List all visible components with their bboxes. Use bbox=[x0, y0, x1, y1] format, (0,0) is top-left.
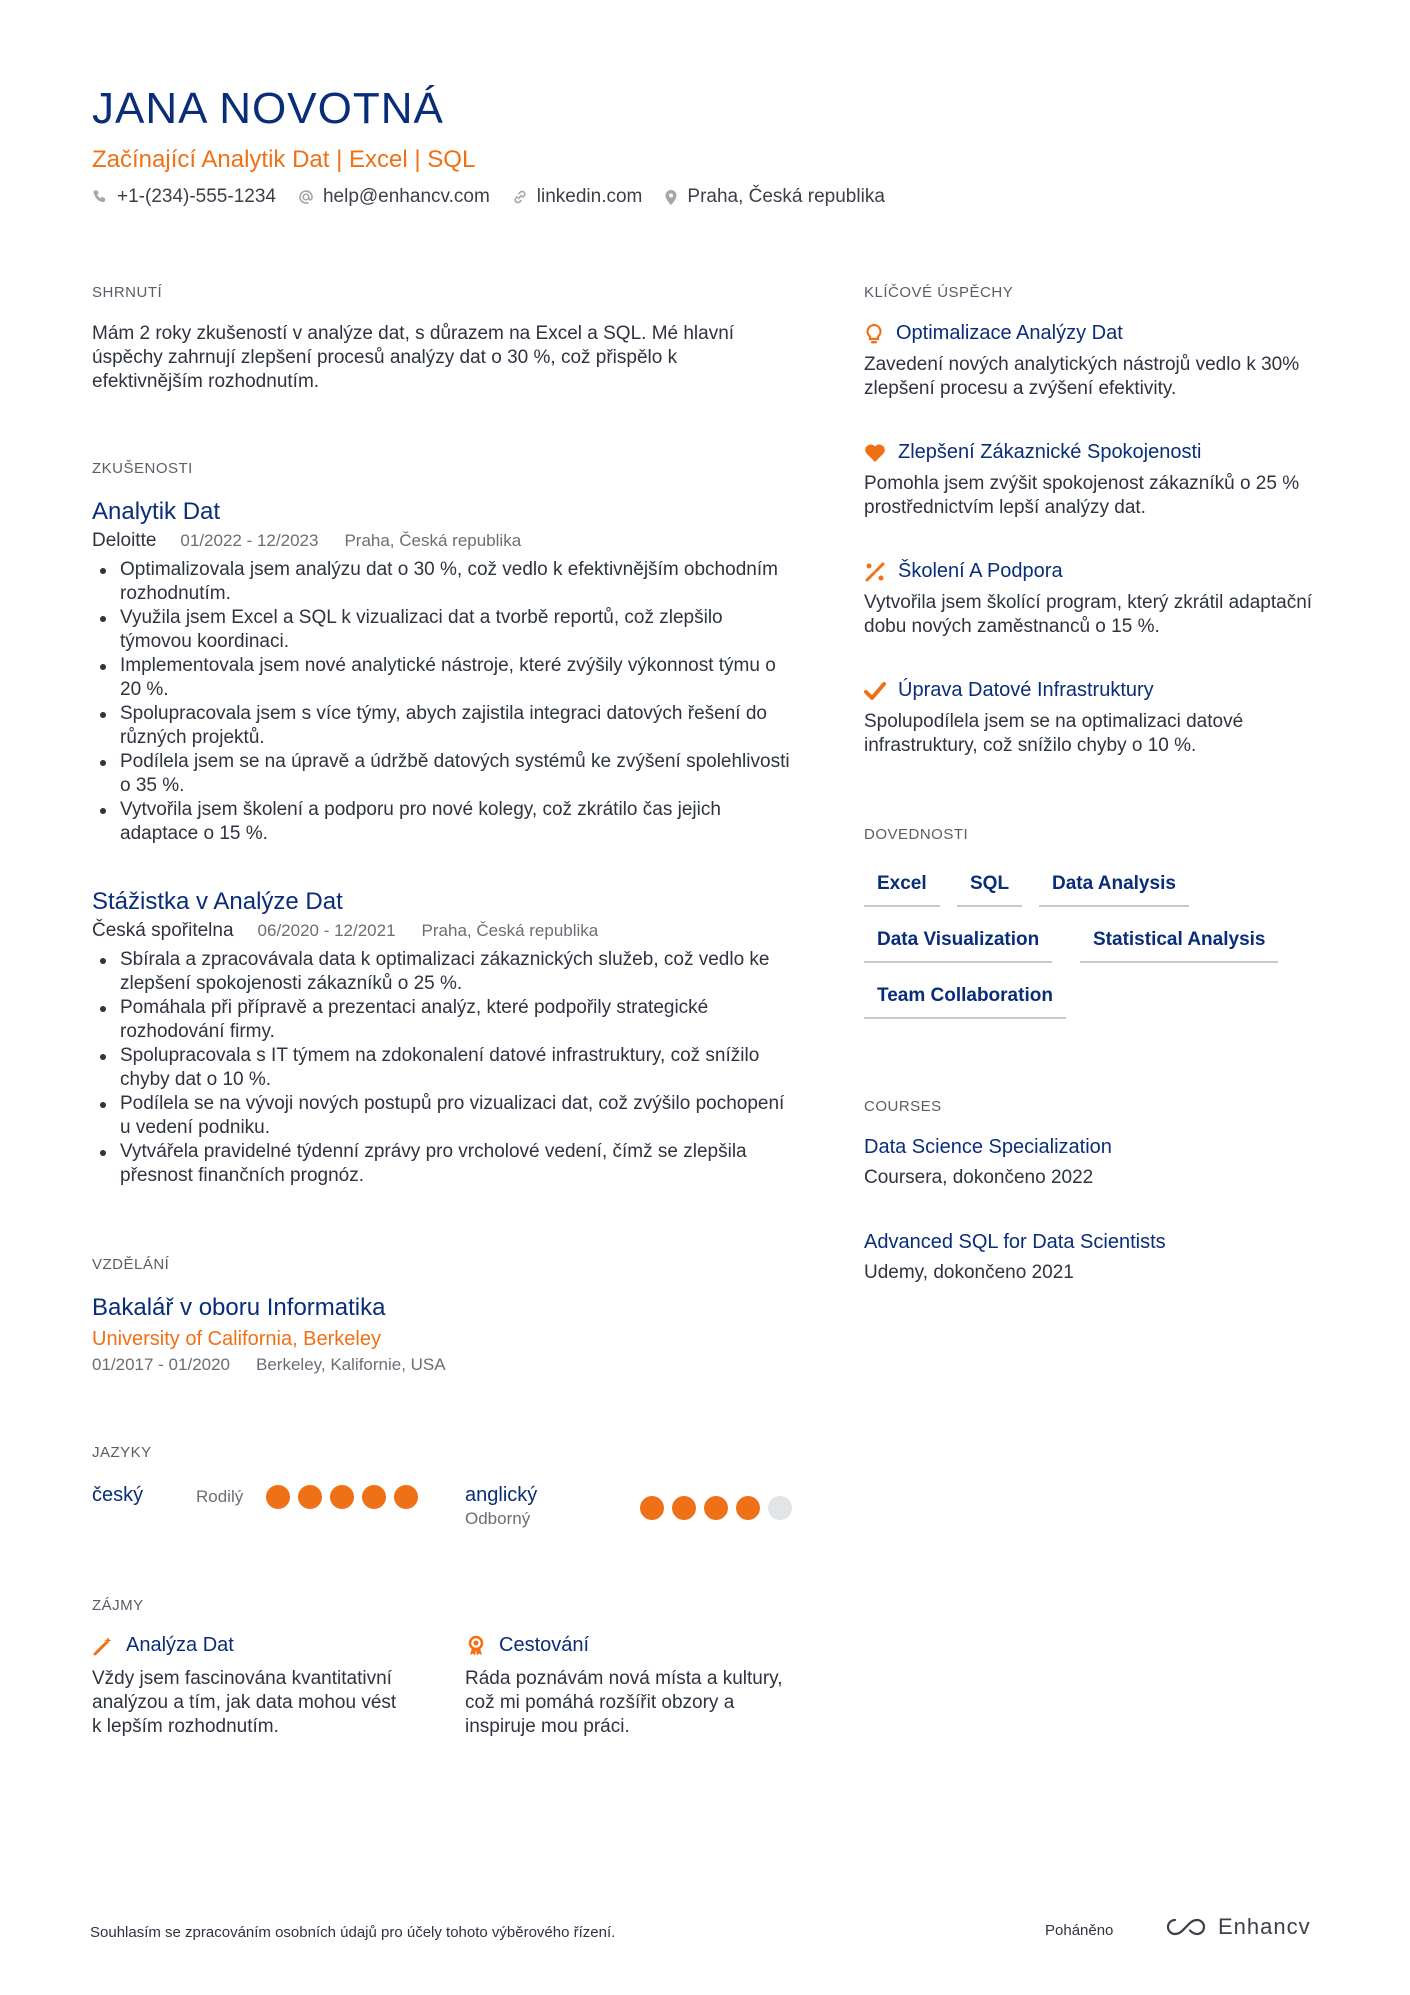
course-title: Advanced SQL for Data Scientists bbox=[864, 1231, 1166, 1253]
contact-phone bbox=[92, 186, 276, 208]
job-company: Česká spořitelna bbox=[92, 920, 234, 941]
language-name: anglický bbox=[465, 1484, 538, 1506]
language-item bbox=[465, 1484, 537, 1529]
lightbulb-icon bbox=[864, 323, 884, 345]
consent-note: Souhlasím se zpracováním osobních údajů pro účely tohoto výběrového řízení. bbox=[90, 1924, 616, 1941]
location-pin-icon bbox=[664, 189, 678, 206]
job-meta bbox=[92, 920, 792, 942]
language-rating bbox=[640, 1496, 800, 1520]
checkmark-icon bbox=[864, 681, 886, 701]
job-bullets bbox=[92, 948, 792, 1188]
language-name: český bbox=[92, 1484, 144, 1506]
achievement-title-text: Zlepšení Zákaznické Spokojenosti bbox=[898, 441, 1202, 463]
course-sub: Coursera, dokončeno 2022 bbox=[864, 1167, 1094, 1188]
job-bullet: Podílela jsem se na úpravě a údržbě datových systémů ke zvýšení spolehlivosti o 35 %. bbox=[92, 750, 792, 798]
job-bullet: Spolupracovala jsem s více týmy, abych zajistila integraci datových řešení do různých projektů. bbox=[92, 702, 792, 750]
skill-tag: Team Collaboration bbox=[864, 985, 1066, 1019]
rating-dot bbox=[736, 1496, 760, 1520]
brand-logo[interactable] bbox=[1164, 1914, 1311, 1940]
job-company: Deloitte bbox=[92, 530, 157, 551]
education-entry bbox=[92, 1294, 792, 1375]
at-icon bbox=[298, 189, 314, 205]
headline: Začínající Analytik Dat | Excel | SQL bbox=[92, 146, 476, 173]
link-icon bbox=[512, 189, 528, 205]
course-title: Data Science Specialization bbox=[864, 1136, 1112, 1158]
achievement-title bbox=[864, 679, 1324, 702]
job-position: Stážistka v Analýze Dat bbox=[92, 888, 343, 915]
job-bullet: Spolupracovala s IT týmem na zdokonalení datové infrastruktury, což snížilo chyby dat o 10 %. bbox=[92, 1044, 792, 1092]
job-bullet: Implementovala jsem nové analytické nástroje, které zvýšily výkonnost týmu o 20 %. bbox=[92, 654, 792, 702]
achievement-title-text: Školení A Podpora bbox=[898, 560, 1063, 582]
achievement-title bbox=[864, 322, 1324, 345]
heart-icon bbox=[864, 443, 886, 463]
job-meta bbox=[92, 530, 792, 552]
candidate-name: JANA NOVOTNÁ bbox=[92, 84, 444, 133]
tools-icon bbox=[864, 561, 886, 583]
rating-dot bbox=[704, 1496, 728, 1520]
achievement-text: Spolupodílela jsem se na optimalizaci datové infrastruktury, což snížilo chyby o 10 %. bbox=[864, 711, 1244, 756]
edu-dates: 01/2017 - 01/2020 bbox=[92, 1355, 231, 1374]
job-bullet: Optimalizovala jsem analýzu dat o 30 %, což vedlo k efektivnějším obchodním rozhodnutím. bbox=[92, 558, 792, 606]
achievement-text: Pomohla jsem zvýšit spokojenost zákazníků o 25 % prostřednictvím lepší analýzy dat. bbox=[864, 473, 1300, 518]
achievement-title-text: Úprava Datové Infrastruktury bbox=[898, 679, 1154, 701]
summary-section bbox=[92, 322, 792, 394]
email-text: help@enhancv.com bbox=[322, 186, 490, 207]
language-rating bbox=[266, 1485, 426, 1509]
course-sub: Udemy, dokončeno 2021 bbox=[864, 1262, 1074, 1283]
achievement-title bbox=[864, 560, 1324, 583]
interest-title bbox=[465, 1634, 785, 1657]
edu-location: Berkeley, Kalifornie, USA bbox=[256, 1355, 446, 1374]
contact-bar bbox=[92, 186, 907, 208]
enhancv-logo-icon bbox=[1164, 1916, 1208, 1938]
edu-meta bbox=[92, 1355, 792, 1375]
location-text: Praha, Česká republika bbox=[687, 186, 885, 207]
skill-tag: Data Analysis bbox=[1039, 873, 1189, 907]
languages-section-title: JAZYKY bbox=[92, 1444, 152, 1461]
job-entry bbox=[92, 888, 792, 1188]
summary-section-title: SHRNUTÍ bbox=[92, 284, 163, 301]
medal-icon bbox=[465, 1635, 487, 1657]
course-item bbox=[864, 1231, 1324, 1284]
rating-dot bbox=[298, 1485, 322, 1509]
job-entry bbox=[92, 498, 792, 846]
edu-school: University of California, Berkeley bbox=[92, 1328, 381, 1350]
language-item bbox=[92, 1484, 143, 1507]
job-bullet: Využila jsem Excel a SQL k vizualizaci dat a tvorbě reportů, což zlepšilo týmovou koordinaci. bbox=[92, 606, 792, 654]
contact-location bbox=[664, 186, 885, 208]
brand-name: Enhancv bbox=[1218, 1914, 1311, 1939]
magic-wand-icon bbox=[92, 1635, 114, 1657]
achievement-item bbox=[864, 322, 1324, 401]
achievement-item bbox=[864, 679, 1324, 758]
interest-title bbox=[92, 1634, 402, 1657]
job-bullet: Pomáhala při přípravě a prezentaci analýz, které podpořily strategické rozhodování firmy. bbox=[92, 996, 792, 1044]
skill-tag: Statistical Analysis bbox=[1080, 929, 1278, 963]
interest-item bbox=[465, 1634, 785, 1739]
interest-title-text: Cestování bbox=[499, 1634, 590, 1656]
job-location: Praha, Česká republika bbox=[421, 921, 599, 940]
skills-section-title: DOVEDNOSTI bbox=[864, 826, 969, 843]
rating-dot bbox=[672, 1496, 696, 1520]
interest-text: Vždy jsem fascinována kvantitativní analýzou a tím, jak data mohou vést k lepším rozhodnutím. bbox=[92, 1668, 397, 1737]
summary-text: Mám 2 roky zkušeností v analýze dat, s důrazem na Excel a SQL. Mé hlavní úspěchy zahrnují zlepšení procesů analýzy dat o 30 %, což přispělo k efektivnějším rozhodnutím. bbox=[92, 323, 735, 392]
education-section-title: VZDĚLÁNÍ bbox=[92, 1256, 170, 1273]
linkedin-text: linkedin.com bbox=[536, 186, 643, 207]
job-position: Analytik Dat bbox=[92, 498, 221, 525]
job-bullet: Podílela se na vývoji nových postupů pro vizualizaci dat, což zvýšilo pochopení u vedení podniku. bbox=[92, 1092, 792, 1140]
phone-icon bbox=[92, 189, 108, 205]
achievement-title-text: Optimalizace Analýzy Dat bbox=[896, 322, 1123, 344]
rating-dot bbox=[362, 1485, 386, 1509]
job-bullet: Sbírala a zpracovávala data k optimalizaci zákaznických služeb, což vedlo ke zlepšení spokojenosti zákazníků o 25 %. bbox=[92, 948, 792, 996]
interest-text: Ráda poznávám nová místa a kultury, což mi pomáhá rozšířit obzory a inspiruje mou práci. bbox=[465, 1668, 783, 1737]
language-level: Odborný bbox=[465, 1509, 531, 1528]
job-bullet: Vytvořila jsem školení a podporu pro nové kolegy, což zkrátilo čas jejich adaptace o 15 %. bbox=[92, 798, 792, 846]
powered-by-label: Poháněno bbox=[1045, 1922, 1114, 1939]
job-bullet: Vytvářela pravidelné týdenní zprávy pro vrcholové vedení, čímž se zlepšila přesnost finančních prognóz. bbox=[92, 1140, 792, 1188]
achievement-title bbox=[864, 441, 1324, 464]
rating-dot bbox=[330, 1485, 354, 1509]
phone-text: +1-(234)-555-1234 bbox=[117, 186, 276, 207]
achievements-section-title: KLÍČOVÉ ÚSPĚCHY bbox=[864, 284, 1014, 301]
interest-item bbox=[92, 1634, 402, 1739]
contact-email[interactable] bbox=[298, 186, 490, 208]
skill-tag: Data Visualization bbox=[864, 929, 1052, 963]
job-location: Praha, Česká republika bbox=[344, 531, 522, 550]
edu-degree: Bakalář v oboru Informatika bbox=[92, 1294, 386, 1321]
rating-dot bbox=[394, 1485, 418, 1509]
achievement-text: Zavedení nových analytických nástrojů vedlo k 30% zlepšení procesu a zvýšení efektivity. bbox=[864, 354, 1300, 399]
achievement-text: Vytvořila jsem školící program, který zkrátil adaptační dobu nových zaměstnanců o 15 %. bbox=[864, 592, 1313, 637]
rating-dot bbox=[266, 1485, 290, 1509]
rating-dot bbox=[640, 1496, 664, 1520]
job-bullets bbox=[92, 558, 792, 846]
courses-section-title: COURSES bbox=[864, 1098, 942, 1115]
interest-title-text: Analýza Dat bbox=[126, 1634, 234, 1656]
interests-section-title: ZÁJMY bbox=[92, 1597, 144, 1614]
language-level: Rodilý bbox=[196, 1487, 244, 1506]
job-dates: 06/2020 - 12/2021 bbox=[257, 921, 396, 940]
skill-tag: SQL bbox=[957, 873, 1022, 907]
achievement-item bbox=[864, 441, 1324, 520]
experience-section-title: ZKUŠENOSTI bbox=[92, 460, 193, 477]
job-dates: 01/2022 - 12/2023 bbox=[180, 531, 319, 550]
rating-dot bbox=[768, 1496, 792, 1520]
skill-tag: Excel bbox=[864, 873, 940, 907]
achievement-item bbox=[864, 560, 1324, 639]
course-item bbox=[864, 1136, 1324, 1189]
contact-linkedin[interactable] bbox=[512, 186, 643, 208]
